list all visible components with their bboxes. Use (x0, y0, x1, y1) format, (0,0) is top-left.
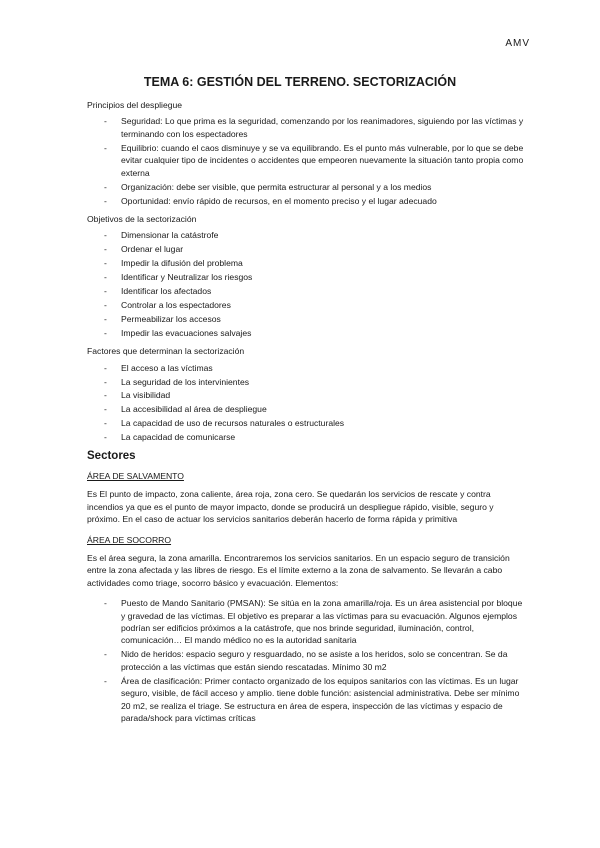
area-socorro-heading: ÁREA DE SOCORRO (87, 534, 172, 545)
author-initials: AMV (505, 38, 530, 49)
sectores-heading: Sectores (87, 449, 136, 462)
page-title: TEMA 6: GESTIÓN DEL TERRENO. SECTORIZACIÓN (143, 75, 457, 89)
list-item: - Nido de heridos: espacio seguro y resguardado, no se asiste a los heridos, solo se concentran. Se da protección a las víctimas que están siendo rescatadas. Mínimo 30 m2 (87, 648, 527, 673)
list-item: - Identificar y Neutralizar los riesgos (87, 271, 527, 283)
list-item: - Seguridad: Lo que prima es la seguridad, comenzando por los reanimadores, siguiendo por las víctimas y terminando con los espectadores (87, 115, 527, 140)
list-item: - Identificar los afectados (87, 285, 527, 297)
list-item: - Impedir las evacuaciones salvajes (87, 327, 527, 339)
list-item: - La visibilidad (87, 389, 527, 401)
list-item: - Organización: debe ser visible, que permita estructurar al personal y a los medios (87, 181, 527, 193)
list-item: - La capacidad de comunicarse (87, 431, 527, 443)
list-item: - Puesto de Mando Sanitario (PMSAN): Se sitúa en la zona amarilla/roja. Es un área asistencial por bloque y gravedad de las víctimas. El objetivo es preparar a las víctimas para su evacuación. Algunos ejemplos podrían ser edificios próximos a la catástrofe, que nos brinde seguridad, iluminación, control, comunicación… El mando médico no es la autoridad sanitaria (87, 597, 527, 647)
area-salvamento-heading: ÁREA DE SALVAMENTO (87, 470, 184, 481)
list-item: - Equilibrio: cuando el caos disminuye y se va equilibrando. Es el punto más vulnerable, por lo que se debe evitar cualquier tipo de incidentes o accidentes que empeoren nuevamente la situación tanto propia como externa (87, 142, 527, 179)
document-body (87, 99, 527, 730)
objetivos-heading: Objetivos de la sectorización (87, 214, 197, 225)
principios-heading: Principios del despliegue (87, 100, 183, 110)
list-item: - Oportunidad: envío rápido de recursos, en el momento preciso y el lugar adecuado (87, 195, 527, 207)
factores-list (87, 362, 527, 444)
list-item: - La accesibilidad al área de despliegue (87, 403, 527, 415)
area-salvamento-text: Es El punto de impacto, zona caliente, área roja, zona cero. Se quedarán los servicios de rescate y contra incendios ya que es el punto de mayor impacto, donde se producirá un despliegue rápido, visible, seguro y próximo. En el caso de actuar los servicios sanitarios deberán hacerlo de forma rápida y primitiva (87, 489, 494, 525)
area-socorro-text: Es el área segura, la zona amarilla. Encontraremos los servicios sanitarios. En un espacio seguro de transición entre la zona afectada y las libres de riesgo. Es el límite externo a la zona de salvamento. Se llevarán a cabo actividades como triage, socorro básico y evacuación. Elementos: (87, 552, 510, 588)
objetivos-list (87, 229, 527, 339)
principios-list (87, 115, 527, 207)
factores-heading: Factores que determinan la sectorización (87, 346, 245, 357)
list-item: - La capacidad de uso de recursos naturales o estructurales (87, 417, 527, 429)
list-item: - Impedir la difusión del problema (87, 257, 527, 269)
list-item: - El acceso a las víctimas (87, 362, 527, 374)
socorro-elements-list (87, 597, 527, 724)
list-item: - La seguridad de los intervinientes (87, 376, 527, 388)
list-item: - Permeabilizar los accesos (87, 313, 527, 325)
list-item: - Área de clasificación: Primer contacto organizado de los equipos sanitarios con las víctimas. Es un lugar seguro, visible, de fácil acceso y amplio. tiene doble función: asistencial administrativa. Debe ser mínimo 20 m2, se realiza el triage. Se estructura en área de espera, inspección de las víctimas y espacio de parada/shock para víctimas críticas (87, 675, 527, 725)
list-item: - Controlar a los espectadores (87, 299, 527, 311)
list-item: - Ordenar el lugar (87, 243, 527, 255)
list-item: - Dimensionar la catástrofe (87, 229, 527, 241)
